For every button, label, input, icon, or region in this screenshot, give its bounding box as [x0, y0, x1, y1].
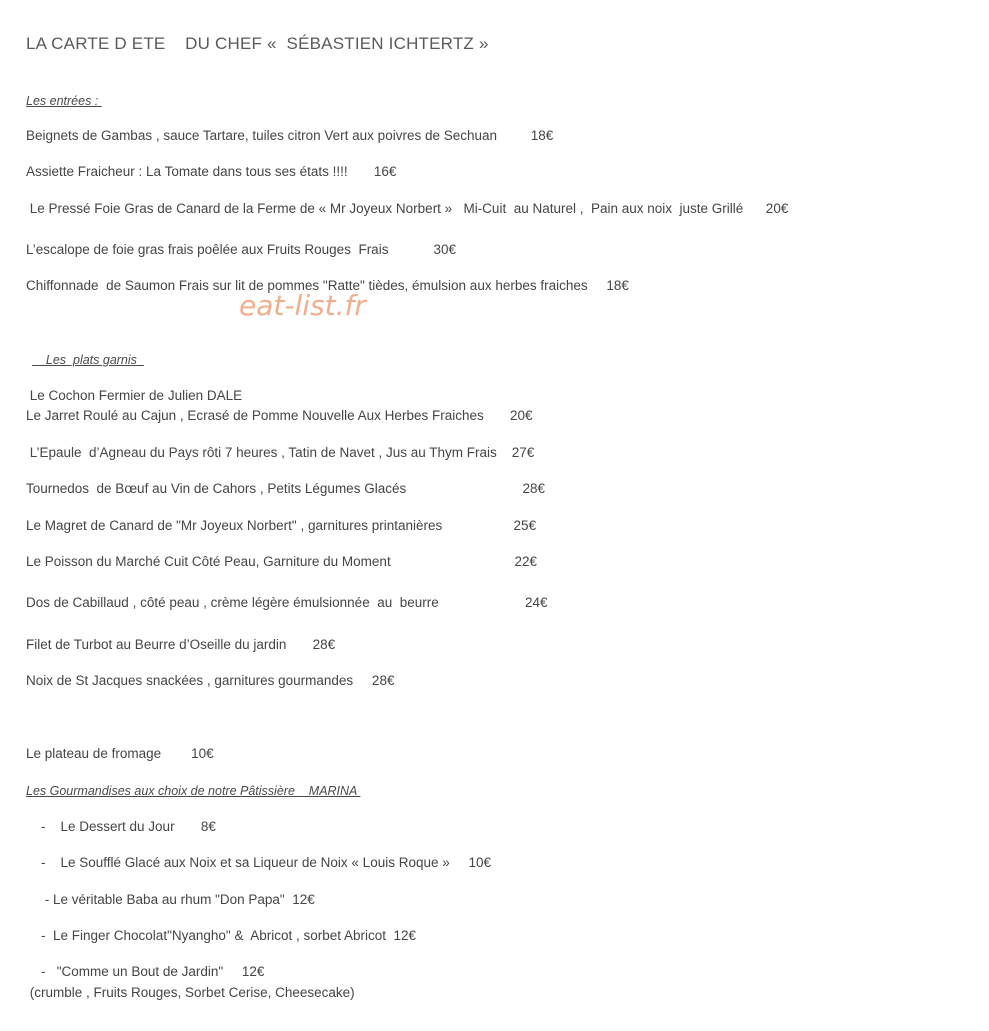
- menu-item: Le Pressé Foie Gras de Canard de la Ferme de « Mr Joyeux Norbert » Mi-Cuit au Naturel , Pain aux noix juste Grillé 20€: [26, 201, 789, 216]
- dessert-item: - Le véritable Baba au rhum "Don Papa" 12€: [26, 892, 315, 907]
- dessert-note: (crumble , Fruits Rouges, Sorbet Cerise, Cheesecake): [26, 985, 355, 1000]
- section-heading-desserts: Les Gourmandises aux choix de notre Pâtissière MARINA: [26, 784, 361, 798]
- menu-item: Dos de Cabillaud , côté peau , crème légère émulsionnée au beurre 24€: [26, 595, 548, 610]
- menu-item: Tournedos de Bœuf au Vin de Cahors , Petits Légumes Glacés 28€: [26, 481, 546, 496]
- menu-item: L’Epaule d’Agneau du Pays rôti 7 heures , Tatin de Navet , Jus au Thym Frais 27€: [26, 445, 535, 460]
- menu-item: L’escalope de foie gras frais poêlée aux Fruits Rouges Frais 30€: [26, 242, 456, 257]
- dessert-item: - Le Soufflé Glacé aux Noix et sa Liqueur de Noix « Louis Roque » 10€: [26, 855, 492, 870]
- watermark-logo: eat-list.fr: [239, 289, 366, 322]
- dessert-item: - "Comme un Bout de Jardin" 12€: [26, 964, 265, 979]
- menu-item: Beignets de Gambas , sauce Tartare, tuiles citron Vert aux poivres de Sechuan 18€: [26, 128, 554, 143]
- menu-item: Le Poisson du Marché Cuit Côté Peau, Garniture du Moment 22€: [26, 554, 537, 569]
- menu-item-fromage: Le plateau de fromage 10€: [26, 746, 214, 761]
- menu-item: Le Jarret Roulé au Cajun , Ecrasé de Pomme Nouvelle Aux Herbes Fraiches 20€: [26, 408, 533, 423]
- menu-item: Assiette Fraicheur : La Tomate dans tous ses états !!!! 16€: [26, 164, 397, 179]
- menu-item: Noix de St Jacques snackées , garnitures gourmandes 28€: [26, 673, 395, 688]
- section-heading-plats: Les plats garnis: [32, 353, 144, 367]
- dessert-item: - Le Dessert du Jour 8€: [26, 819, 216, 834]
- menu-title: LA CARTE D ETE DU CHEF « SÉBASTIEN ICHTERTZ »: [26, 34, 489, 53]
- menu-item: Chiffonnade de Saumon Frais sur lit de pommes "Ratte" tièdes, émulsion aux herbes fraiches 18€: [26, 278, 629, 293]
- menu-item: Filet de Turbot au Beurre d’Oseille du jardin 28€: [26, 637, 336, 652]
- section-heading-entrees: Les entrées :: [26, 94, 102, 108]
- dessert-item: - Le Finger Chocolat"Nyangho" & Abricot , sorbet Abricot 12€: [26, 928, 417, 943]
- menu-subheading: Le Cochon Fermier de Julien DALE: [26, 388, 243, 403]
- menu-item: Le Magret de Canard de "Mr Joyeux Norbert" , garnitures printanières 25€: [26, 518, 537, 533]
